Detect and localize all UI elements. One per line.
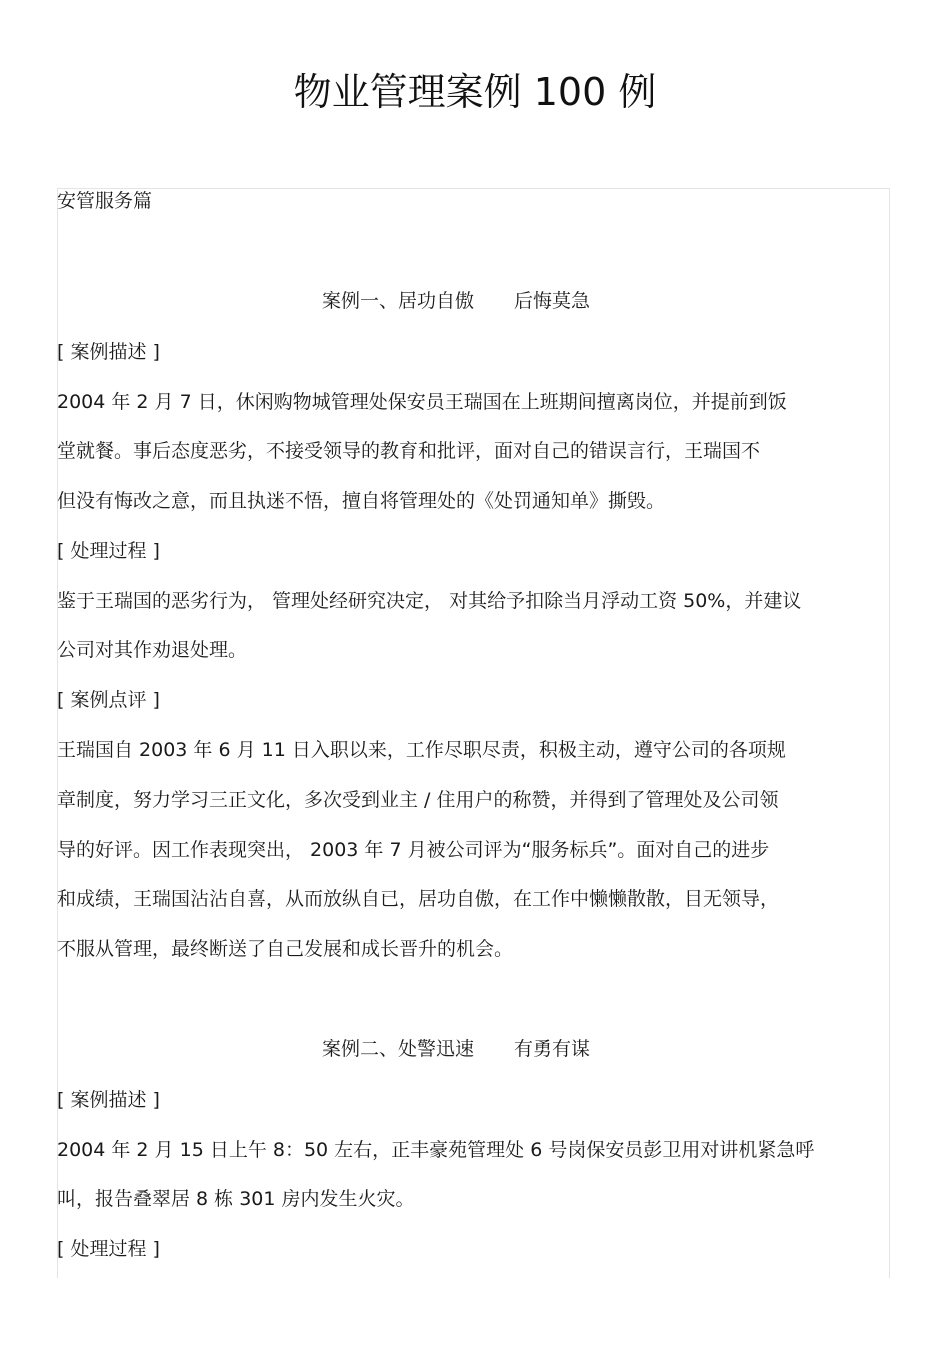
case-review-line: 不服从管理，最终断送了自己发展和成长晋升的机会。 [57,938,514,960]
case-process-line: 鉴于王瑞国的恶劣行为， 管理处经研究决定， 对其给予扣除当月浮动工资 50%，并建议 [57,590,802,612]
case-title-sub: 后悔莫急 [514,290,591,312]
case-process-line: 公司对其作劝退处理。 [57,639,248,661]
document-title: 物业管理案例 100 例 [293,70,657,114]
case-review-line: 章制度，努力学习三正文化，多次受到业主 / 住用户的称赞，并得到了管理处及公司领 [57,789,779,811]
case-title [322,287,590,315]
case-review-line: 导的好评。因工作表现突出， 2003 年 7 月被公司评为“服务标兵”。面对自己的进步 [57,839,770,861]
case-review-line: 和成绩，王瑞国沾沾自喜，从而放纵自已，居功自傲，在工作中懒懒散散，目无领导， [57,888,780,910]
content-frame [57,188,890,1278]
case-description-line: 叫，报告叠翠居 8 栋 301 房内发生火灾。 [57,1188,415,1210]
case-process-label: [ 处理过程 ] [57,540,160,562]
case-review-label: [ 案例点评 ] [57,689,160,711]
case-description-label: [ 案例描述 ] [57,1089,160,1111]
case-review-line: 王瑞国自 2003 年 6 月 11 日入职以来，工作尽职尽责，积极主动，遵守公司的各项规 [57,739,786,761]
case-title-sub: 有勇有谋 [514,1038,591,1060]
case-process-label: [ 处理过程 ] [57,1238,160,1260]
section-heading: 安管服务篇 [57,190,153,212]
case-description-label: [ 案例描述 ] [57,341,160,363]
case-title-main: 案例二、处警迅速 [322,1038,475,1060]
case-description-line: 但没有悔改之意，而且执迷不悟，擅自将管理处的《处罚通知单》撕毁。 [57,490,666,512]
case-description-line: 2004 年 2 月 15 日上午 8：50 左右，正丰豪苑管理处 6 号岗保安员彭卫用对讲机紧急呼 [57,1139,815,1161]
case-description-line: 2004 年 2 月 7 日，休闲购物城管理处保安员王瑞国在上班期间擅离岗位，并提前到饭 [57,391,787,413]
case-description-line: 堂就餐。事后态度恶劣，不接受领导的教育和批评，面对自己的错误言行，王瑞国不 [57,440,761,462]
case-title-main: 案例一、居功自傲 [322,290,475,312]
case-title [322,1035,590,1063]
